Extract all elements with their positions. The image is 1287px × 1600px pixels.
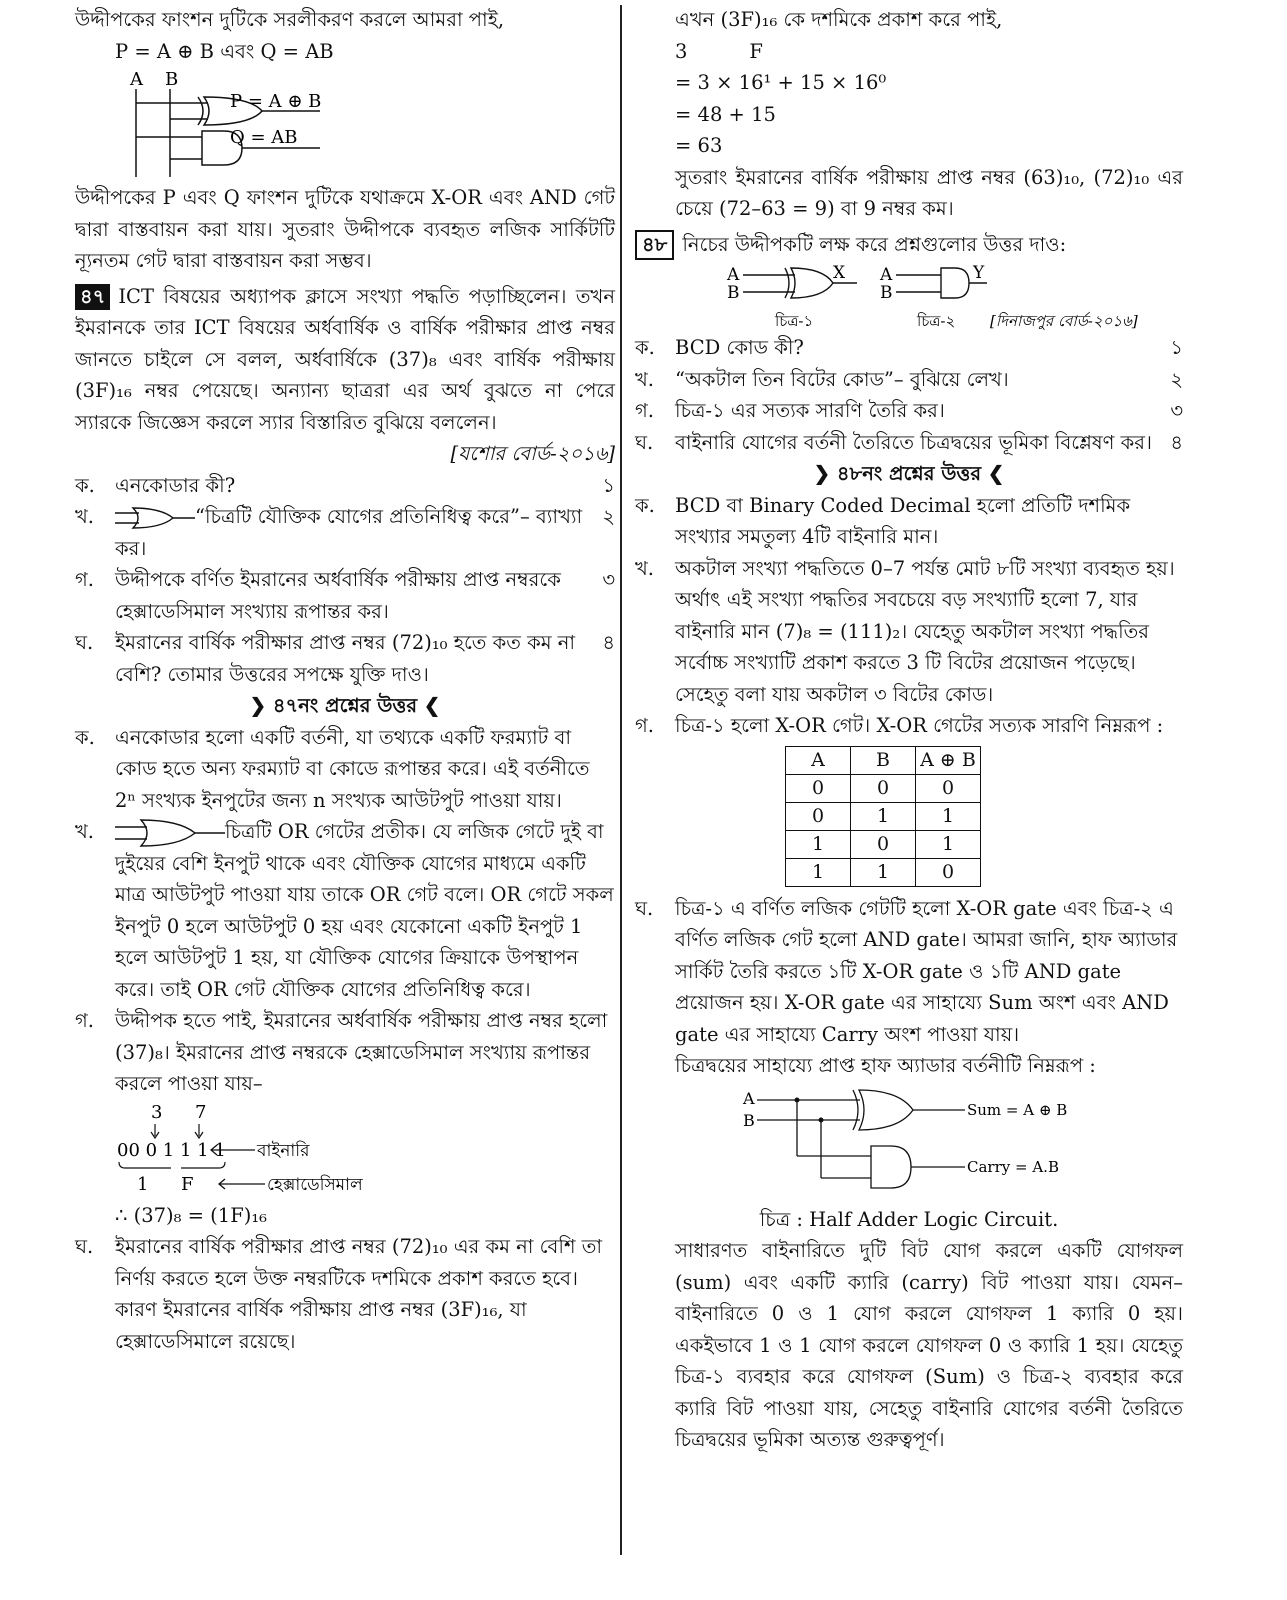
q47-board: [যশোর বোর্ড-২০১৬]: [450, 442, 615, 465]
q-label: ঘ.: [635, 430, 654, 454]
hex-digit-1: 1: [137, 1173, 149, 1195]
q47-question-kha: [75, 501, 615, 564]
half-adder-diagram: [635, 1082, 1175, 1204]
tt-header-a: A: [786, 746, 851, 774]
fig-a-label: A: [727, 265, 740, 285]
q48-gha-2: চিত্রদ্বয়ের সাহায্যে প্রাপ্ত হাফ অ্যাডার বর্তনীটি নিম্নরূপ :: [675, 1054, 1096, 1077]
a-text: চিত্র-১ হলো X-OR গেট। X-OR গেটের সত্যক সারণি নিম্নরূপ :: [675, 714, 1164, 737]
q-text: উদ্দীপকে বর্ণিত ইমরানের অর্ধবার্ষিক পরীক্ষায় প্রাপ্ত নম্বরকে হেক্সাডেসিমাল সংখ্যায় রূপান্তর কর।: [115, 568, 561, 623]
tt-cell: 0: [851, 774, 916, 802]
conclusion: সুতরাং ইমরানের বার্ষিক পরীক্ষায় প্রাপ্ত নম্বর (63)₁₀, (72)₁₀ এর চেয়ে (72–63 = 9) বা 9 নম্বর কম।: [675, 165, 1183, 220]
answer-heading-text: ৪৭নং প্রশ্নের উত্তর: [272, 694, 418, 717]
q-marks: ২: [602, 505, 615, 528]
q48-question-kha: [635, 364, 1183, 396]
table-row: [786, 858, 981, 886]
octal-digit-2: 7: [195, 1101, 207, 1123]
tt-cell: 1: [916, 802, 981, 830]
fig-caption-1: চিত্র-১: [775, 312, 814, 330]
tt-cell: 0: [786, 802, 851, 830]
hex-label: হেক্সাডেসিমাল: [267, 1174, 363, 1195]
truth-table-header: [786, 746, 981, 774]
q48-question-ka: [635, 332, 1183, 364]
octal-hex-conversion: [115, 1100, 415, 1200]
q-marks: ৪: [1170, 430, 1183, 454]
q-text: এনকোডার কী?: [115, 473, 236, 497]
q47-answer-kha: [75, 816, 615, 1005]
q47-ga-result: ∴ (37)₈ = (1F)₁₆: [115, 1203, 267, 1227]
q48-answer-kha: [635, 553, 1183, 711]
q48-stem-block: [635, 229, 1183, 261]
a-text: এনকোডার হলো একটি বর্তনী, যা তথ্যকে একটি ফরম্যাট বা কোড হতে অন্য ফরম্যাট বা কোডে রূপান্তর করে। এই বর্তনীতে 2ⁿ সংখ্যক ইনপুটের জন্য n সংখ্যক আউটপুট পাওয়া যায়।: [115, 725, 590, 812]
q-label: খ.: [75, 505, 95, 528]
q48-answer-ka: [635, 490, 1183, 553]
fig-caption-2: চিত্র-২: [917, 312, 956, 330]
q48-answer-ga: [635, 710, 1183, 742]
q47-answer-heading: ❯ ৪৭নং প্রশ্নের উত্তর ❮: [249, 694, 441, 717]
tt-header-b: B: [851, 746, 916, 774]
tt-cell: 1: [916, 830, 981, 858]
q48-stem: নিচের উদ্দীপকটি লক্ষ করে প্রশ্নগুলোর উত্তর দাও:: [682, 232, 1067, 256]
q48-question-gha: [635, 427, 1183, 459]
q-label: গ.: [75, 568, 94, 591]
q47-question-gha: [75, 627, 615, 690]
ha-carry-label: Carry = A.B: [967, 1157, 1059, 1176]
q-marks: ৩: [602, 568, 615, 591]
and-gate-icon: [941, 268, 969, 298]
octal-digit-1: 3: [151, 1101, 163, 1123]
q47-answer-gha: [75, 1231, 615, 1357]
tt-cell: 0: [916, 774, 981, 802]
xor-gate-shape: [859, 1090, 913, 1130]
answer-heading-text: ৪৮নং প্রশ্নের উত্তর: [836, 462, 982, 485]
cont-line: এখন (3F)₁₆ কে দশমিকে প্রকাশ করে পাই,: [675, 8, 1003, 31]
tt-cell: 1: [786, 830, 851, 858]
q-marks: ২: [1170, 367, 1183, 391]
q47-question-ka: [75, 470, 615, 502]
fig1-q-label: Q = AB: [230, 127, 298, 148]
q47-stem: ICT বিষয়ের অধ্যাপক ক্লাসে সংখ্যা পদ্ধতি পড়াচ্ছিলেন। তখন ইমরানকে তার ICT বিষয়ের অর্ধবার্ষিক ও বার্ষিক পরীক্ষার প্রাপ্ত নম্বর জানতে চাইলে সে বলল, অর্ধবার্ষিকে (37)₈ এবং বার্ষিক পরীক্ষায় (3F)₁₆ নম্বর পেয়েছে। অন্যান্য ছাত্ররা এর অর্থ বুঝতে না পেরে স্যারকে জিজ্ঞেস করলে স্যার বিস্তারিত বুঝিয়ে বললেন।: [75, 284, 615, 434]
or-gate-icon: [115, 819, 225, 847]
q-marks: ১: [1170, 336, 1183, 359]
xor-truth-table: [785, 746, 981, 887]
hex-digits: 3 F: [675, 39, 763, 63]
q-label: ক.: [75, 473, 95, 497]
q-label: গ.: [635, 399, 654, 422]
tt-cell: 1: [786, 858, 851, 886]
q48-board: [দিনাজপুর বোর্ড-২০১৬]: [990, 312, 1138, 330]
binary-bits: 00 0 1 1 1 1: [117, 1139, 226, 1161]
intro-eq: P = A ⊕ B এবং Q = AB: [115, 39, 334, 63]
q-label: ক.: [635, 336, 655, 359]
q-label: খ.: [635, 367, 655, 391]
q48-answer-gha: [635, 893, 1183, 1051]
tt-cell: 0: [851, 830, 916, 858]
fig-x-label: X: [833, 263, 846, 283]
a-label: ঘ.: [635, 896, 654, 920]
column-divider: [620, 5, 622, 1555]
q47-question-ga: [75, 564, 615, 627]
tt-cell: 1: [851, 802, 916, 830]
a-label: ঘ.: [75, 1235, 94, 1258]
a-text: চিত্র-১ এ বর্ণিত লজিক গেটটি হলো X-OR gate এবং চিত্র-২ এ বর্ণিত লজিক গেট হলো AND gate। আমরা জানি, হাফ অ্যাডার সার্কিট তৈরি করতে ১টি X-OR gate ও ১টি AND gate প্রয়োজন হয়। X-OR gate এর সাহায্যে Sum অংশ এবং AND gate এর সাহায্যে Carry অংশ পাওয়া যায়।: [675, 896, 1178, 1046]
a-label: ক.: [75, 725, 95, 749]
a-text: উদ্দীপক হতে পাই, ইমরানের অর্ধবার্ষিক পরীক্ষায় প্রাপ্ত নম্বর হলো (37)₈। ইমরানের প্রাপ্ত নম্বরকে হেক্সাডেসিমাল সংখ্যায় রূপান্তর করলে পাওয়া যায়–: [115, 1009, 608, 1095]
tt-cell: 0: [786, 774, 851, 802]
calc-line-3: = 63: [675, 134, 723, 157]
q48-figures: [635, 260, 1175, 332]
fig2-b-label: B: [880, 283, 893, 303]
xor-gate-icon: [791, 268, 833, 298]
q47-stem-block: [75, 281, 615, 439]
a-label: গ.: [75, 1009, 94, 1032]
q-text: “চিত্রটি যৌক্তিক যোগের প্রতিনিধিত্ব করে”– ব্যাখ্যা কর।: [115, 505, 583, 560]
table-row: [786, 802, 981, 830]
tt-cell: 0: [916, 858, 981, 886]
calc-line-1: = 3 × 16¹ + 15 × 16⁰: [675, 71, 887, 94]
table-row: [786, 830, 981, 858]
fig1-input-b: B: [165, 69, 179, 90]
q-text: BCD কোড কী?: [675, 336, 804, 359]
q47-answer-ka: [75, 722, 615, 817]
fig-b-label: B: [727, 283, 740, 303]
q-label: ঘ.: [75, 631, 94, 654]
intro-line: উদ্দীপকের ফাংশন দুটিকে সরলীকরণ করলে আমরা পাই,: [75, 8, 505, 31]
calc-line-2: = 48 + 15: [675, 102, 776, 126]
q48-gha-3: সাধারণত বাইনারিতে দুটি বিট যোগ করলে একটি যোগফল (sum) এবং একটি ক্যারি (carry) বিট পাওয়া যায়। যেমন– বাইনারিতে 0 ও 1 যোগ করলে যোগফল 1 ক্যারি 0 হয়। একইভাবে 1 ও 1 যোগ করলে যোগফল 0 ও ক্যারি 1 হয়। যেহেতু চিত্র-১ ব্যবহার করে যোগফল (Sum) ও চিত্র-২ ব্যবহার করে ক্যারি বিট পাওয়া যায়, সেহেতু বাইনারি যোগের বর্তনী তৈরিতে চিত্রদ্বয়ের ভূমিকা অত্যন্ত গুরুত্বপূর্ণ।: [675, 1239, 1183, 1451]
right-column: [635, 0, 1183, 1456]
a-text: ইমরানের বার্ষিক পরীক্ষার প্রাপ্ত নম্বর (72)₁₀ এর কম না বেশি তা নির্ণয় করতে হলে উক্ত নম্বরটিকে দশমিকে প্রকাশ করতে হবে। কারণ ইমরানের বার্ষিক পরীক্ষায় প্রাপ্ত নম্বর (3F)₁₆, যা হেক্সাডেসিমালে রয়েছে।: [115, 1235, 602, 1353]
left-column: [75, 0, 615, 1357]
q48-answer-heading: ❯ ৪৮নং প্রশ্নের উত্তর ❮: [813, 462, 1005, 485]
binary-label: বাইনারি: [257, 1140, 310, 1161]
q-text: “অকটাল তিন বিটের কোড”– বুঝিয়ে লেখ।: [675, 367, 1009, 391]
and-gate-shape: [871, 1146, 911, 1188]
q-text: বাইনারি যোগের বর্তনী তৈরিতে চিত্রদ্বয়ের ভূমিকা বিশ্লেষণ কর।: [675, 430, 1152, 454]
q-marks: ৪: [602, 631, 615, 654]
fig1-input-a: A: [130, 69, 143, 90]
q-marks: ৩: [1170, 399, 1183, 422]
a-text: BCD বা Binary Coded Decimal হলো প্রতিটি দশমিক সংখ্যার সমতুল্য 4টি বাইনারি মান।: [675, 493, 1131, 548]
ha-input-a: A: [743, 1088, 755, 1108]
fig-y-label: Y: [973, 263, 985, 283]
q48-number-badge: ৪৮: [635, 230, 674, 260]
hex-digit-2: F: [181, 1173, 194, 1195]
table-row: [786, 774, 981, 802]
xor-gate-shape: [198, 97, 203, 125]
q-text: ইমরানের বার্ষিক পরীক্ষার প্রাপ্ত নম্বর (72)₁₀ হতে কত কম না বেশি? তোমার উত্তরের সপক্ষে যুক্তি দাও।: [115, 631, 576, 686]
fig1-p-label: P = A ⊕ B: [230, 91, 322, 112]
intro-paragraph: উদ্দীপকের P এবং Q ফাংশন দুটিকে যথাক্রমে X-OR এবং AND গেট দ্বারা বাস্তবায়ন করা যায়। সুতরাং উদ্দীপকে ব্যবহৃত লজিক সার্কিটটি ন্যূনতম গেট দ্বারা বাস্তবায়ন করা সম্ভব।: [75, 186, 615, 272]
a-label: গ.: [635, 714, 654, 737]
q47-answer-ga: [75, 1005, 615, 1100]
q47-number-badge: ৪৭: [75, 284, 110, 310]
a-label: খ.: [635, 556, 655, 580]
a-text: অকটাল সংখ্যা পদ্ধতিতে 0–7 পর্যন্ত মোট ৮টি সংখ্যা ব্যবহৃত হয়। অর্থাৎ এই সংখ্যা পদ্ধতির সবচেয়ে বড় সংখ্যাটি হলো 7, যার বাইনারি মান (7)₈ = (111)₂। যেহেতু অকটাল সংখ্যা পদ্ধতির সর্বোচ্চ সংখ্যাটি প্রকাশ করতে 3 টি বিটের প্রয়োজন পড়েছে। সেহেতু বলা যায় অকটাল ৩ বিটের কোড।: [675, 556, 1175, 706]
q48-question-ga: [635, 395, 1183, 427]
a-text: চিত্রটি OR গেটের প্রতীক। যে লজিক গেটে দুই বা দুইয়ের বেশি ইনপুট থাকে এবং যৌক্তিক যোগের মাধ্যমে একটি মাত্র আউটপুট পাওয়া যায় তাকে OR গেট বলে। OR গেটে সকল ইনপুট 0 হলে আউটপুট 0 হয় এবং যেকোনো একটি ইনপুট 1 হলে আউটপুট 1 হয়, যা যৌক্তিক যোগের ক্রিয়াকে উপস্থাপন করে। তাই OR গেট যৌক্তিক যোগের প্রতিনিধিত্ব করে।: [115, 820, 614, 1001]
logic-figure-1: [120, 67, 420, 182]
or-gate-icon: [115, 507, 195, 529]
a-label: ক.: [635, 493, 655, 517]
q-marks: ১: [602, 473, 615, 497]
tt-cell: 1: [851, 858, 916, 886]
fig2-a-label: A: [880, 265, 893, 285]
ha-sum-label: Sum = A ⊕ B: [967, 1100, 1068, 1119]
tt-header-out: A ⊕ B: [916, 746, 981, 774]
ha-input-b: B: [743, 1110, 755, 1130]
half-adder-caption: চিত্র : Half Adder Logic Circuit.: [759, 1207, 1059, 1231]
a-label: খ.: [75, 820, 95, 843]
q-text: চিত্র-১ এর সত্যক সারণি তৈরি কর।: [675, 399, 945, 422]
